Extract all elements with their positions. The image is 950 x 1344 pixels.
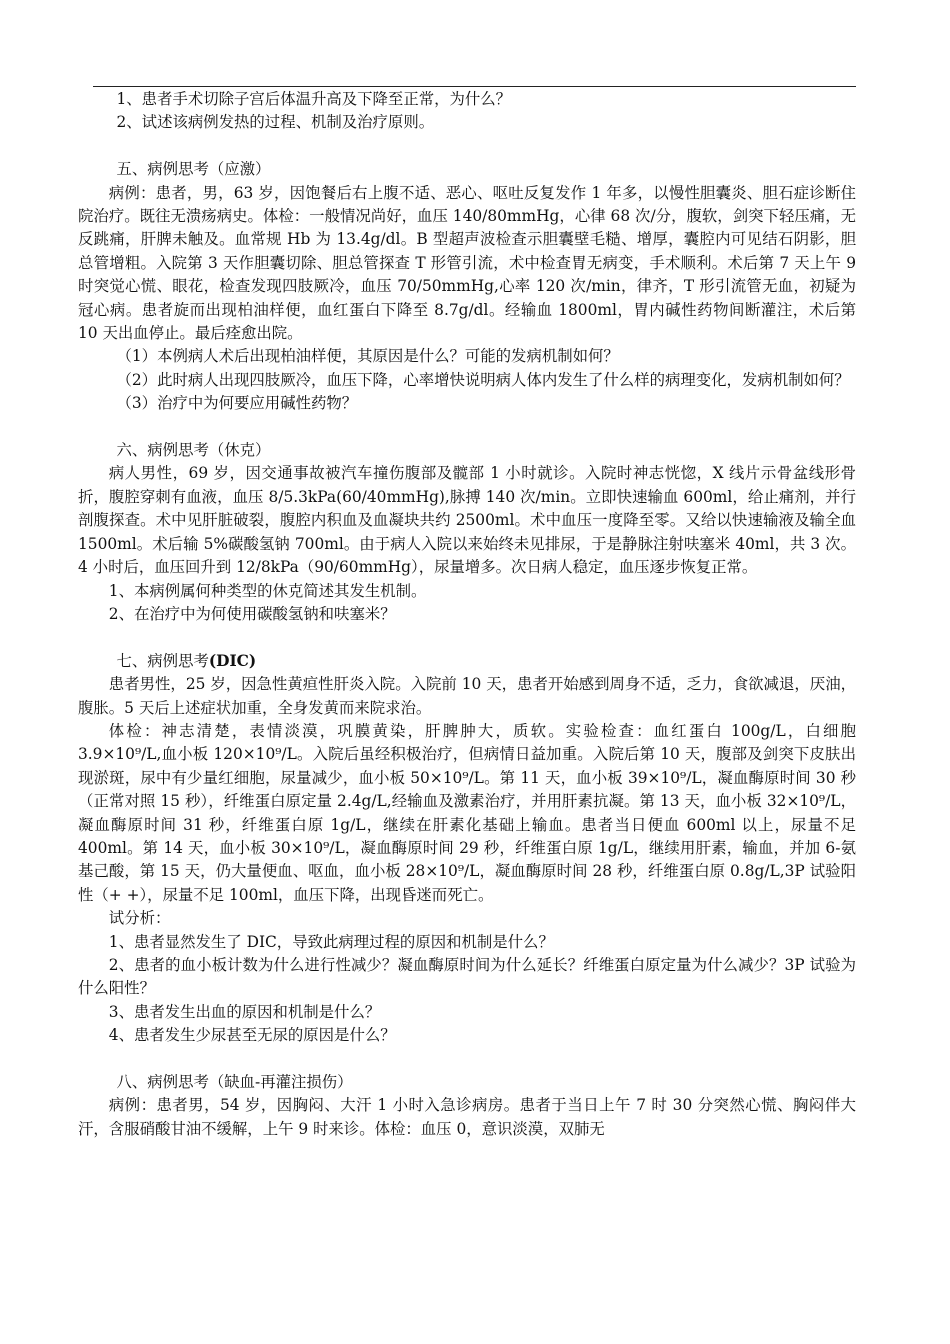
section-7-question-1: 1、患者显然发生了 DIC，导致此病理过程的原因和机制是什么？ xyxy=(108,932,554,951)
section-5-title: 五、病例思考（应激） xyxy=(116,160,271,179)
section-6-title: 六、病例思考（休克） xyxy=(116,441,271,460)
header-rule xyxy=(93,86,856,87)
section-7-case-history: 患者男性，25 岁，因急性黄疸性肝炎入院。入院前 10 天，患者开始感到周身不适，乏力，食欲减退，厌油，腹胀。5 天后上述症状加重，全身发黄而来院求治。 xyxy=(78,675,856,717)
section-5-question-3: （3）治疗中为何要应用碱性药物？ xyxy=(116,394,358,413)
section-7-title-prefix: 七、病例思考 xyxy=(116,651,209,670)
section-7-title xyxy=(78,650,856,673)
section-8-title: 八、病例思考（缺血-再灌注损伤） xyxy=(116,1073,353,1091)
section-6-question-2: 2、在治疗中为何使用碳酸氢钠和呋塞米？ xyxy=(108,604,396,623)
section-7-question-2: 2、患者的血小板计数为什么进行性减少？凝血酶原时间为什么延长？纤维蛋白原定量为什么减少？3P 试验为什么阳性？ xyxy=(78,955,856,998)
fever-question-2: 2、试述该病例发热的过程、机制及治疗原则。 xyxy=(116,113,435,132)
section-8-case: 病例：患者男，54 岁，因胸闷、大汗 1 小时入急诊病房。患者于当日上午 7 时 30 分突然心慌、胸闷伴大汗，含服硝酸甘油不缓解，上午 9 时来诊。体检：血压 0，意识淡漠，双肺无 xyxy=(78,1096,856,1138)
section-7-case-exam: 体检：神志清楚，表情淡漠，巩膜黄染，肝脾肿大，质软。实验检查：血红蛋白 100g/L，白细胞 3.9×10⁹/L,血小板 120×10⁹/L。入院后虽经积极治疗，但病情日益加重。入院后第 10 天，腹部及剑突下皮肤出现淤斑，尿中有少量红细胞，尿量减少，血小板 50×10⁹/L。第 11 天，血小板 39×10⁹/L，凝血酶原时间 30 秒（正常对照 15 秒），纤维蛋白原定量 2.4g/L,经输血及激素治疗，并用肝素抗凝。第 13 天，血小板 32×10⁹/L，凝血酶原时间 31 秒，纤维蛋白原 1g/L，继续在肝素化基础上输血。患者当日便血 600ml 以上，尿量不足 400ml。第 14 天，血小板 30×10⁹/L，凝血酶原时间 29 秒，纤维蛋白原 1g/L，继续用肝素，输血，并加 6-氨基己酸，第 15 天，仍大量便血、呕血，血小板 28×10⁹/L，凝血酶原时间 28 秒，纤维蛋白原 0.8g/L,3P 试验阳性（+ +），尿量不足 100ml，血压下降，出现昏迷而死亡。 xyxy=(78,721,856,904)
section-7-title-dic: (DIC) xyxy=(208,651,257,670)
section-7-question-4: 4、患者发生少尿甚至无尿的原因是什么？ xyxy=(108,1026,396,1045)
section-5-question-1: （1）本例病人术后出现柏油样便，其原因是什么？可能的发病机制如何？ xyxy=(116,347,619,366)
section-6-question-1: 1、本病例属何种类型的休克简述其发生机制。 xyxy=(108,581,427,600)
section-6-case: 病人男性，69 岁，因交通事故被汽车撞伤腹部及髋部 1 小时就诊。入院时神志恍惚，X 线片示骨盆线形骨折，腹腔穿刺有血液，血压 8/5.3kPa(60/40mmHg),脉搏 140 次/min。立即快速输血 600ml，给止痛剂，并行剖腹探查。术中见肝脏破裂，腹腔内积血及血凝块共约 2500ml。术中血压一度降至零。又给以快速输液及输全血 1500ml。术后输 5%碳酸氢钠 700ml。由于病人入院以来始终未见排尿，于是静脉注射呋塞米 40ml，共 3 次。4 小时后，血压回升到 12/8kPa（90/60mmHg），尿量增多。次日病人稳定，血压逐步恢复正常。 xyxy=(78,464,856,577)
section-7-question-3: 3、患者发生出血的原因和机制是什么？ xyxy=(108,1002,381,1021)
section-5-case: 病例：患者，男，63 岁，因饱餐后右上腹不适、恶心、呕吐反复发作 1 年多，以慢性胆囊炎、胆石症诊断住院治疗。既往无溃疡病史。体检：一般情况尚好，血压 140/80mmHg，心律 68 次/分，腹软，剑突下轻压痛，无反跳痛，肝脾未触及。血常规 Hb 为 13.4g/dl。B 型超声波检查示胆囊壁毛糙、增厚，囊腔内可见结石阴影，胆总管增粗。入院第 3 天作胆囊切除、胆总管探查 T 形管引流，术中检查胃无病变，手术顺利。术后第 7 天上午 9 时突觉心慌、眼花，检查发现四肢厥冷，血压 70/50mmHg,心率 120 次/min，律齐，T 形引流管无血，初疑为冠心病。患者旋而出现柏油样便，血红蛋白下降至 8.7g/dl。经输血 1800ml，胃内碱性药物间断灌注，术后第 10 天出血停止。最后痊愈出院。 xyxy=(78,183,856,343)
document-body xyxy=(78,88,856,1141)
section-5-question-2: （2）此时病人出现四肢厥冷，血压下降，心率增快说明病人体内发生了什么样的病理变化，发病机制如何？ xyxy=(116,370,850,389)
fever-question-1: 1、患者手术切除子宫后体温升高及下降至正常，为什么？ xyxy=(116,90,512,108)
section-7-analysis-label: 试分析： xyxy=(108,909,171,928)
